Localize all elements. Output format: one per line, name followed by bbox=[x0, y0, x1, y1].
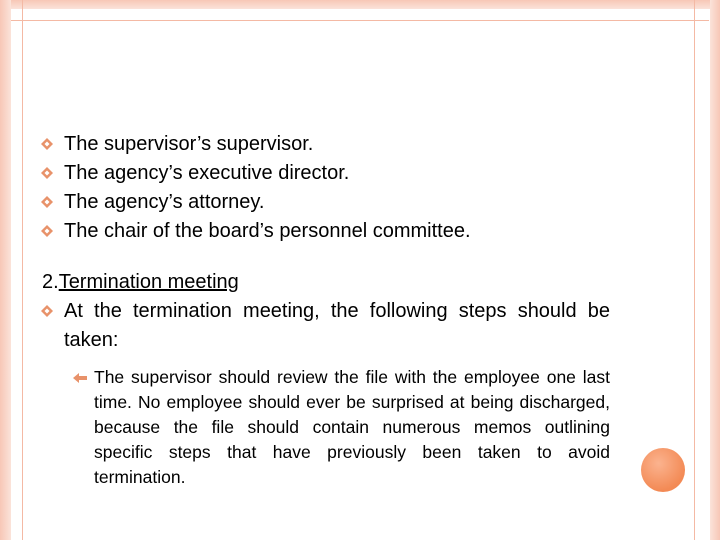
frame-line-right bbox=[694, 0, 695, 540]
hollow-diamond-icon bbox=[40, 304, 54, 318]
frame-line-top bbox=[11, 20, 709, 21]
diamond-arrow-icon bbox=[72, 372, 88, 384]
bullet-item bbox=[40, 188, 610, 217]
bullet-text: The agency’s attorney. bbox=[64, 191, 265, 213]
section-number: 2. bbox=[42, 271, 59, 293]
intro-bullet bbox=[40, 297, 610, 355]
frame-right bbox=[710, 0, 720, 540]
bullet-item bbox=[40, 159, 610, 188]
sub-bullet-text: The supervisor should review the file with the employee one last time. No employee should ever be surprised at being discharged, because the file should contain numerous memos outlining specific steps that have previously been taken to avoid termination. bbox=[94, 367, 610, 487]
frame-line-left bbox=[22, 0, 23, 540]
frame-top bbox=[0, 0, 720, 9]
sub-bullet-item bbox=[70, 365, 610, 490]
bullet-text: The supervisor’s supervisor. bbox=[64, 133, 314, 155]
bullet-item bbox=[40, 130, 610, 159]
bullet-text: The chair of the board’s personnel committee. bbox=[64, 220, 471, 242]
frame-left bbox=[0, 0, 11, 540]
intro-text: At the termination meeting, the following steps should be taken: bbox=[64, 300, 610, 351]
hollow-diamond-icon bbox=[40, 137, 54, 151]
hollow-diamond-icon bbox=[40, 195, 54, 209]
decorative-orb bbox=[641, 448, 685, 492]
spacer bbox=[40, 246, 610, 268]
bullet-item bbox=[40, 217, 610, 246]
bullet-text: The agency’s executive director. bbox=[64, 162, 350, 184]
section-heading bbox=[40, 268, 610, 297]
slide-content bbox=[40, 130, 610, 490]
hollow-diamond-icon bbox=[40, 166, 54, 180]
section-title: Termination meeting bbox=[58, 271, 239, 293]
hollow-diamond-icon bbox=[40, 224, 54, 238]
